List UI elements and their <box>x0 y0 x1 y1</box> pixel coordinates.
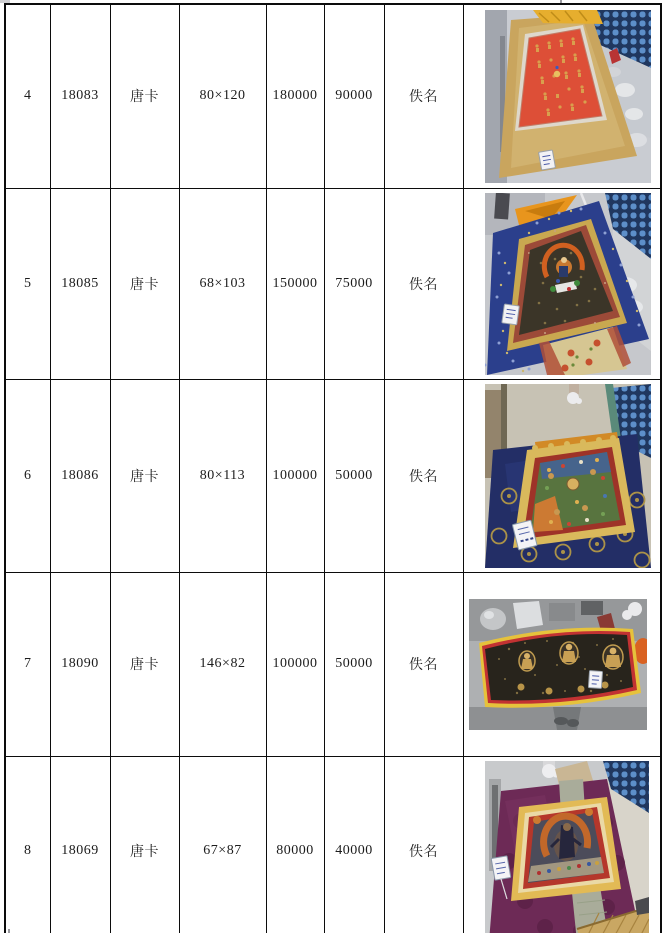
thangka-photo-18069 <box>485 761 649 933</box>
cell-price-b: 75000 <box>324 188 384 379</box>
lot-tag <box>588 670 602 688</box>
cell-price-a: 150000 <box>266 188 324 379</box>
cell-price-b: 50000 <box>324 572 384 756</box>
cell-size: 146×82 <box>179 572 266 756</box>
cell-price-a: 180000 <box>266 4 324 188</box>
cell-price-b: 50000 <box>324 379 384 572</box>
cell-price-a: 100000 <box>266 379 324 572</box>
cell-category: 唐卡 <box>110 756 179 933</box>
cell-photo <box>463 4 661 188</box>
cell-photo <box>463 756 661 933</box>
cell-artist: 佚名 <box>384 4 463 188</box>
cell-no: 5 <box>5 188 50 379</box>
cell-lot: 18085 <box>50 188 110 379</box>
thangka-photo-18085 <box>485 193 651 375</box>
table-row <box>5 756 661 933</box>
cell-artist: 佚名 <box>384 756 463 933</box>
lot-tag <box>501 303 518 324</box>
cell-lot: 18090 <box>50 572 110 756</box>
lot-tag <box>491 855 511 879</box>
cell-photo <box>463 379 661 572</box>
lot-table <box>4 3 662 933</box>
table-row <box>5 188 661 379</box>
cell-price-a: 80000 <box>266 756 324 933</box>
cell-category: 唐卡 <box>110 572 179 756</box>
cell-price-b: 90000 <box>324 4 384 188</box>
cell-category: 唐卡 <box>110 188 179 379</box>
cell-size: 80×113 <box>179 379 266 572</box>
cell-no: 8 <box>5 756 50 933</box>
cell-no: 7 <box>5 572 50 756</box>
thangka-photo-18083 <box>485 10 651 183</box>
cell-price-a: 100000 <box>266 572 324 756</box>
cell-photo <box>463 572 661 756</box>
cell-artist: 佚名 <box>384 572 463 756</box>
cell-lot: 18083 <box>50 4 110 188</box>
cell-lot: 18086 <box>50 379 110 572</box>
table-row <box>5 4 661 188</box>
table-row <box>5 379 661 572</box>
cell-artist: 佚名 <box>384 379 463 572</box>
cell-artist: 佚名 <box>384 188 463 379</box>
cell-size: 68×103 <box>179 188 266 379</box>
table-row <box>5 572 661 756</box>
cell-size: 80×120 <box>179 4 266 188</box>
cell-lot: 18069 <box>50 756 110 933</box>
cell-category: 唐卡 <box>110 379 179 572</box>
cell-photo <box>463 188 661 379</box>
cell-no: 6 <box>5 379 50 572</box>
lot-tag <box>538 150 555 170</box>
cell-size: 67×87 <box>179 756 266 933</box>
cell-no: 4 <box>5 4 50 188</box>
thangka-photo-18090 <box>469 599 647 730</box>
cell-price-b: 40000 <box>324 756 384 933</box>
thangka-photo-18086 <box>485 384 651 568</box>
cell-category: 唐卡 <box>110 4 179 188</box>
